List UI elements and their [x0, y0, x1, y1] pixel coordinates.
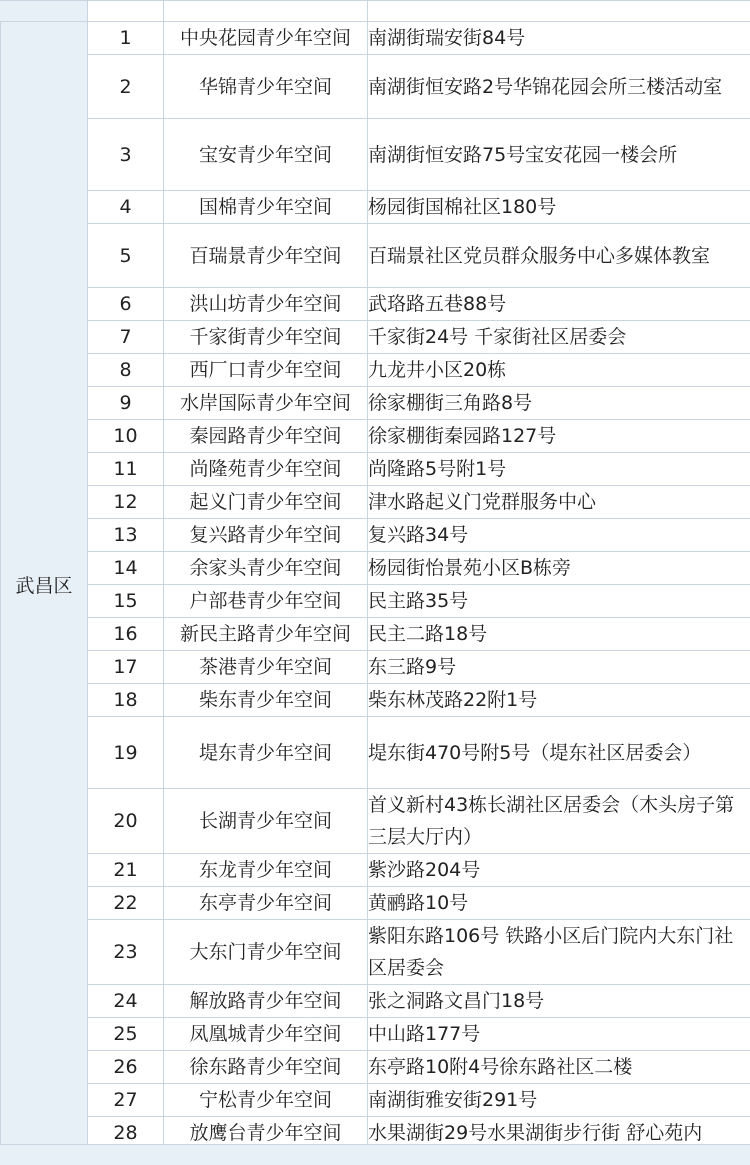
space-name: 尚隆苑青少年空间 — [164, 453, 368, 486]
space-address: 紫沙路204号 — [368, 854, 750, 887]
space-address: 民主路35号 — [368, 585, 750, 618]
table-row — [1, 486, 750, 519]
row-number: 24 — [88, 985, 164, 1018]
space-address: 杨园街国棉社区180号 — [368, 191, 750, 224]
space-address: 张之洞路文昌门18号 — [368, 985, 750, 1018]
space-address: 百瑞景社区党员群众服务中心多媒体教室 — [368, 224, 750, 288]
space-name: 徐东路青少年空间 — [164, 1051, 368, 1084]
table-row — [1, 684, 750, 717]
space-name: 西厂口青少年空间 — [164, 354, 368, 387]
space-name: 户部巷青少年空间 — [164, 585, 368, 618]
table-row — [1, 789, 750, 854]
row-number: 18 — [88, 684, 164, 717]
space-name: 长湖青少年空间 — [164, 789, 368, 854]
table-row — [1, 354, 750, 387]
space-name: 百瑞景青少年空间 — [164, 224, 368, 288]
table-row — [1, 552, 750, 585]
space-name: 秦园路青少年空间 — [164, 420, 368, 453]
table-row — [1, 119, 750, 191]
table-row — [1, 651, 750, 684]
space-address: 东三路9号 — [368, 651, 750, 684]
space-name: 复兴路青少年空间 — [164, 519, 368, 552]
space-address: 中山路177号 — [368, 1018, 750, 1051]
table-row — [1, 985, 750, 1018]
space-address: 东亭路10附4号徐东路社区二楼 — [368, 1051, 750, 1084]
space-name: 凤凰城青少年空间 — [164, 1018, 368, 1051]
space-address: 徐家棚街三角路8号 — [368, 387, 750, 420]
row-number: 8 — [88, 354, 164, 387]
district-cell: 武昌区 — [1, 22, 88, 1150]
row-number: 25 — [88, 1018, 164, 1051]
row-number: 21 — [88, 854, 164, 887]
table-row — [1, 453, 750, 486]
table-row — [1, 585, 750, 618]
space-address: 紫阳东路106号 铁路小区后门院内大东门社区居委会 — [368, 920, 750, 985]
table-row — [1, 224, 750, 288]
table-row — [1, 191, 750, 224]
table-row — [1, 387, 750, 420]
table-row — [1, 854, 750, 887]
space-name: 茶港青少年空间 — [164, 651, 368, 684]
row-number: 22 — [88, 887, 164, 920]
table-row — [1, 519, 750, 552]
space-name: 大东门青少年空间 — [164, 920, 368, 985]
table-row — [1, 920, 750, 985]
row-number: 6 — [88, 288, 164, 321]
row-number: 9 — [88, 387, 164, 420]
row-number: 20 — [88, 789, 164, 854]
space-name: 放鹰台青少年空间 — [164, 1117, 368, 1150]
row-number: 7 — [88, 321, 164, 354]
space-address: 津水路起义门党群服务中心 — [368, 486, 750, 519]
table-row-partial — [1, 1, 750, 22]
space-address: 千家街24号 千家街社区居委会 — [368, 321, 750, 354]
name-cell-empty — [164, 1, 368, 22]
row-number: 3 — [88, 119, 164, 191]
row-number: 16 — [88, 618, 164, 651]
space-address: 柴东林茂路22附1号 — [368, 684, 750, 717]
space-name: 余家头青少年空间 — [164, 552, 368, 585]
space-address: 首义新村43栋长湖社区居委会（木头房子第三层大厅内） — [368, 789, 750, 854]
row-number: 19 — [88, 717, 164, 789]
space-address: 九龙井小区20栋 — [368, 354, 750, 387]
number-cell-empty — [88, 1, 164, 22]
address-cell-empty — [368, 1, 750, 22]
table-row — [1, 288, 750, 321]
table-row — [1, 321, 750, 354]
district-cell-empty — [1, 1, 88, 22]
space-name: 柴东青少年空间 — [164, 684, 368, 717]
space-name: 东龙青少年空间 — [164, 854, 368, 887]
row-number: 12 — [88, 486, 164, 519]
row-number: 26 — [88, 1051, 164, 1084]
space-address: 南湖街雅安街291号 — [368, 1084, 750, 1117]
space-address: 水果湖街29号水果湖街步行街 舒心苑内 — [368, 1117, 750, 1150]
space-address: 杨园街怡景苑小区B栋旁 — [368, 552, 750, 585]
table-row — [1, 1051, 750, 1084]
table-row — [1, 618, 750, 651]
space-name: 水岸国际青少年空间 — [164, 387, 368, 420]
row-number: 2 — [88, 55, 164, 119]
row-number: 14 — [88, 552, 164, 585]
space-name: 东亭青少年空间 — [164, 887, 368, 920]
space-name: 起义门青少年空间 — [164, 486, 368, 519]
row-number: 10 — [88, 420, 164, 453]
table-row — [1, 55, 750, 119]
next-row-partial — [0, 1144, 750, 1165]
table-row — [1, 1084, 750, 1117]
table-row — [1, 420, 750, 453]
space-address: 堤东街470号附5号（堤东社区居委会） — [368, 717, 750, 789]
space-address: 武珞路五巷88号 — [368, 288, 750, 321]
space-address: 南湖街瑞安街84号 — [368, 22, 750, 55]
space-name: 中央花园青少年空间 — [164, 22, 368, 55]
space-address: 民主二路18号 — [368, 618, 750, 651]
space-name: 宝安青少年空间 — [164, 119, 368, 191]
space-address: 南湖街恒安路75号宝安花园一楼会所 — [368, 119, 750, 191]
table-row — [1, 887, 750, 920]
space-name: 华锦青少年空间 — [164, 55, 368, 119]
table-row — [1, 717, 750, 789]
space-address: 尚隆路5号附1号 — [368, 453, 750, 486]
space-name: 洪山坊青少年空间 — [164, 288, 368, 321]
row-number: 13 — [88, 519, 164, 552]
table-row — [1, 1018, 750, 1051]
space-name: 宁松青少年空间 — [164, 1084, 368, 1117]
space-name: 新民主路青少年空间 — [164, 618, 368, 651]
space-name: 堤东青少年空间 — [164, 717, 368, 789]
row-number: 23 — [88, 920, 164, 985]
space-address: 复兴路34号 — [368, 519, 750, 552]
space-address: 徐家棚街秦园路127号 — [368, 420, 750, 453]
row-number: 17 — [88, 651, 164, 684]
row-number: 5 — [88, 224, 164, 288]
row-number: 1 — [88, 22, 164, 55]
space-address: 黄鹂路10号 — [368, 887, 750, 920]
row-number: 27 — [88, 1084, 164, 1117]
row-number: 15 — [88, 585, 164, 618]
space-name: 解放路青少年空间 — [164, 985, 368, 1018]
table-body — [1, 1, 750, 1150]
space-name: 国棉青少年空间 — [164, 191, 368, 224]
space-address: 南湖街恒安路2号华锦花园会所三楼活动室 — [368, 55, 750, 119]
row-number: 28 — [88, 1117, 164, 1150]
table-row — [1, 22, 750, 55]
row-number: 11 — [88, 453, 164, 486]
row-number: 4 — [88, 191, 164, 224]
space-name: 千家街青少年空间 — [164, 321, 368, 354]
